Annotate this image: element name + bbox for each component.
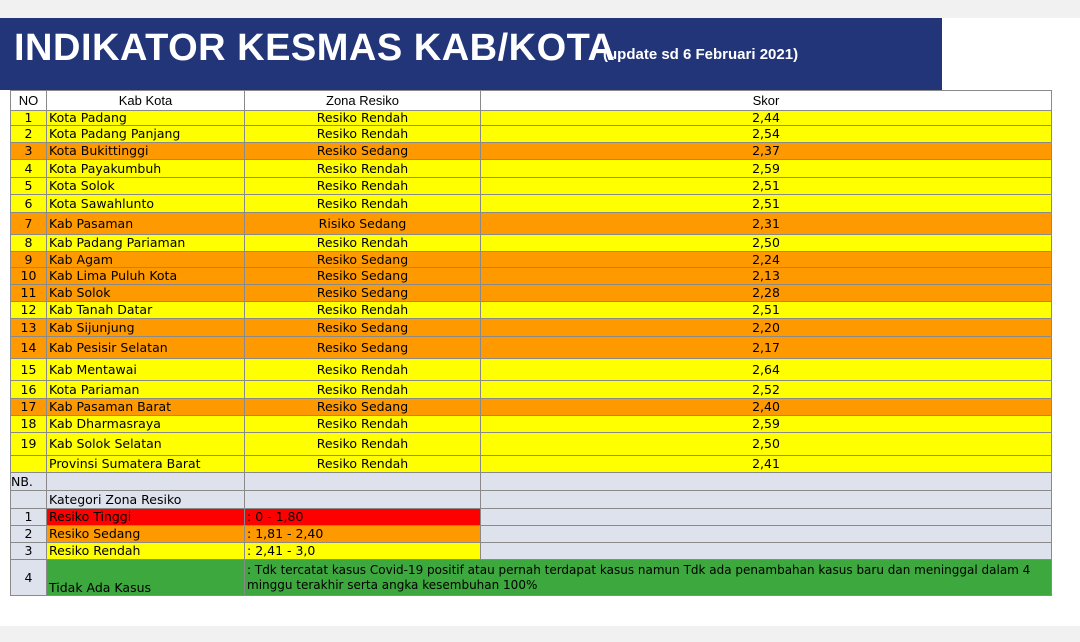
row-no [11, 456, 47, 473]
row-no: 2 [11, 126, 47, 143]
header-no: NO [11, 91, 47, 111]
row-no: 17 [11, 399, 47, 416]
row-skor: 2,24 [481, 252, 1052, 268]
row-kab-kota: Kota Sawahlunto [47, 195, 245, 213]
kategori-label: Resiko Sedang [47, 526, 245, 543]
row-no: 3 [11, 143, 47, 160]
row-no: 8 [11, 235, 47, 252]
blank-cell [481, 543, 1052, 560]
row-skor: 2,40 [481, 399, 1052, 416]
blank-cell [11, 491, 47, 509]
kategori-title: Kategori Zona Resiko [47, 491, 245, 509]
kategori-label: Tidak Ada Kasus [47, 560, 245, 596]
row-skor: 2,50 [481, 235, 1052, 252]
row-zona-resiko: Resiko Sedang [245, 337, 481, 359]
row-kab-kota: Kota Padang Panjang [47, 126, 245, 143]
row-kab-kota: Kab Pesisir Selatan [47, 337, 245, 359]
top-strip [0, 0, 1080, 18]
table-row [11, 143, 1052, 160]
row-zona-resiko: Resiko Rendah [245, 235, 481, 252]
row-skor: 2,50 [481, 433, 1052, 456]
row-zona-resiko: Resiko Rendah [245, 381, 481, 399]
table-row [11, 302, 1052, 319]
bottom-strip [0, 626, 1080, 642]
description-text: Tdk tercatat kasus Covid-19 positif atau pernah terdapat kasus namun Tdk ada penambahan kasus baru dan meninggal dalam 4 minggu terakhir serta angka kesembuhan 100% [247, 562, 1031, 592]
row-kab-kota: Kab Pasaman [47, 213, 245, 235]
row-zona-resiko: Resiko Rendah [245, 195, 481, 213]
table-row [11, 381, 1052, 399]
table-row [11, 111, 1052, 126]
table-row [11, 416, 1052, 433]
row-skor: 2,20 [481, 319, 1052, 337]
header-skor: Skor [481, 91, 1052, 111]
range-value: 0 - 1,80 [255, 509, 304, 524]
table-row [11, 399, 1052, 416]
kategori-no: 2 [11, 526, 47, 543]
row-zona-resiko: Resiko Rendah [245, 456, 481, 473]
update-date: (update sd 6 Februari 2021) [603, 46, 799, 63]
range-value: 2,41 - 3,0 [255, 543, 316, 558]
header-banner [0, 18, 942, 88]
row-no: 7 [11, 213, 47, 235]
row-skor: 2,17 [481, 337, 1052, 359]
kategori-title-row [11, 491, 1052, 509]
row-skor: 2,31 [481, 213, 1052, 235]
kategori-row-tidak-ada [11, 560, 1052, 596]
row-kab-kota: Kota Payakumbuh [47, 160, 245, 178]
blank-cell [481, 509, 1052, 526]
table-row [11, 268, 1052, 285]
table-row [11, 178, 1052, 195]
row-skor: 2,28 [481, 285, 1052, 302]
row-no: 16 [11, 381, 47, 399]
row-no: 1 [11, 111, 47, 126]
row-skor: 2,51 [481, 178, 1052, 195]
kategori-range: : 1,81 - 2,40 [245, 526, 481, 543]
row-skor: 2,59 [481, 160, 1052, 178]
row-kab-kota: Kab Tanah Datar [47, 302, 245, 319]
tidak-ada-description: : Tdk tercatat kasus Covid-19 positif atau pernah terdapat kasus namun Tdk ada penambahan kasus baru dan meninggal dalam 4 minggu terakhir serta angka kesembuhan 100% [245, 560, 1052, 596]
table-row [11, 126, 1052, 143]
row-no: 10 [11, 268, 47, 285]
row-kab-kota: Kab Lima Puluh Kota [47, 268, 245, 285]
table-row [11, 213, 1052, 235]
row-no: 6 [11, 195, 47, 213]
blank-cell [481, 473, 1052, 491]
row-zona-resiko: Resiko Rendah [245, 302, 481, 319]
row-skor: 2,51 [481, 195, 1052, 213]
page-title: INDIKATOR KESMAS KAB/KOTA [14, 27, 616, 69]
row-zona-resiko: Resiko Rendah [245, 111, 481, 126]
kategori-row-sedang [11, 526, 1052, 543]
row-kab-kota: Provinsi Sumatera Barat [47, 456, 245, 473]
nb-row [11, 473, 1052, 491]
table-row [11, 235, 1052, 252]
row-skor: 2,13 [481, 268, 1052, 285]
kategori-no: 3 [11, 543, 47, 560]
row-no: 12 [11, 302, 47, 319]
row-kab-kota: Kota Solok [47, 178, 245, 195]
row-no: 9 [11, 252, 47, 268]
row-zona-resiko: Resiko Rendah [245, 416, 481, 433]
table-row [11, 433, 1052, 456]
row-kab-kota: Kab Agam [47, 252, 245, 268]
kategori-label: Resiko Tinggi [47, 509, 245, 526]
table-row [11, 285, 1052, 302]
nb-label: NB. [11, 473, 47, 491]
table-row [11, 456, 1052, 473]
blank-cell [47, 473, 245, 491]
row-zona-resiko: Resiko Sedang [245, 285, 481, 302]
row-no: 4 [11, 160, 47, 178]
row-zona-resiko: Resiko Rendah [245, 160, 481, 178]
range-value: 1,81 - 2,40 [255, 526, 324, 541]
row-no: 19 [11, 433, 47, 456]
kategori-range: : 2,41 - 3,0 [245, 543, 481, 560]
row-skor: 2,41 [481, 456, 1052, 473]
row-skor: 2,51 [481, 302, 1052, 319]
kategori-row-tinggi [11, 509, 1052, 526]
table-header-row [11, 91, 1052, 111]
row-no: 5 [11, 178, 47, 195]
row-zona-resiko: Resiko Sedang [245, 268, 481, 285]
table-row [11, 359, 1052, 381]
blank-cell [481, 491, 1052, 509]
kategori-label: Resiko Rendah [47, 543, 245, 560]
row-zona-resiko: Resiko Sedang [245, 319, 481, 337]
row-zona-resiko: Resiko Rendah [245, 178, 481, 195]
row-no: 14 [11, 337, 47, 359]
row-zona-resiko: Resiko Sedang [245, 252, 481, 268]
row-kab-kota: Kab Padang Pariaman [47, 235, 245, 252]
row-kab-kota: Kota Pariaman [47, 381, 245, 399]
row-zona-resiko: Resiko Sedang [245, 143, 481, 160]
header-zona-resiko: Zona Resiko [245, 91, 481, 111]
row-no: 18 [11, 416, 47, 433]
table-row [11, 319, 1052, 337]
blank-cell [245, 473, 481, 491]
row-kab-kota: Kota Padang [47, 111, 245, 126]
row-no: 11 [11, 285, 47, 302]
row-zona-resiko: Resiko Rendah [245, 359, 481, 381]
kategori-no: 1 [11, 509, 47, 526]
header-kab-kota: Kab Kota [47, 91, 245, 111]
row-skor: 2,52 [481, 381, 1052, 399]
kategori-no: 4 [11, 560, 47, 596]
blank-cell [481, 526, 1052, 543]
row-skor: 2,44 [481, 111, 1052, 126]
blank-cell [245, 491, 481, 509]
row-no: 13 [11, 319, 47, 337]
row-kab-kota: Kab Mentawai [47, 359, 245, 381]
row-kab-kota: Kab Solok [47, 285, 245, 302]
row-skor: 2,54 [481, 126, 1052, 143]
row-kab-kota: Kab Solok Selatan [47, 433, 245, 456]
row-no: 15 [11, 359, 47, 381]
row-zona-resiko: Risiko Sedang [245, 213, 481, 235]
row-skor: 2,59 [481, 416, 1052, 433]
row-kab-kota: Kota Bukittinggi [47, 143, 245, 160]
row-kab-kota: Kab Sijunjung [47, 319, 245, 337]
row-skor: 2,64 [481, 359, 1052, 381]
row-skor: 2,37 [481, 143, 1052, 160]
kategori-row-rendah [11, 543, 1052, 560]
row-zona-resiko: Resiko Sedang [245, 399, 481, 416]
table-row [11, 337, 1052, 359]
row-zona-resiko: Resiko Rendah [245, 433, 481, 456]
table-row [11, 252, 1052, 268]
table-row [11, 160, 1052, 178]
row-kab-kota: Kab Dharmasraya [47, 416, 245, 433]
row-kab-kota: Kab Pasaman Barat [47, 399, 245, 416]
row-zona-resiko: Resiko Rendah [245, 126, 481, 143]
kategori-range: : 0 - 1,80 [245, 509, 481, 526]
table-row [11, 195, 1052, 213]
indikator-table [10, 90, 1052, 596]
